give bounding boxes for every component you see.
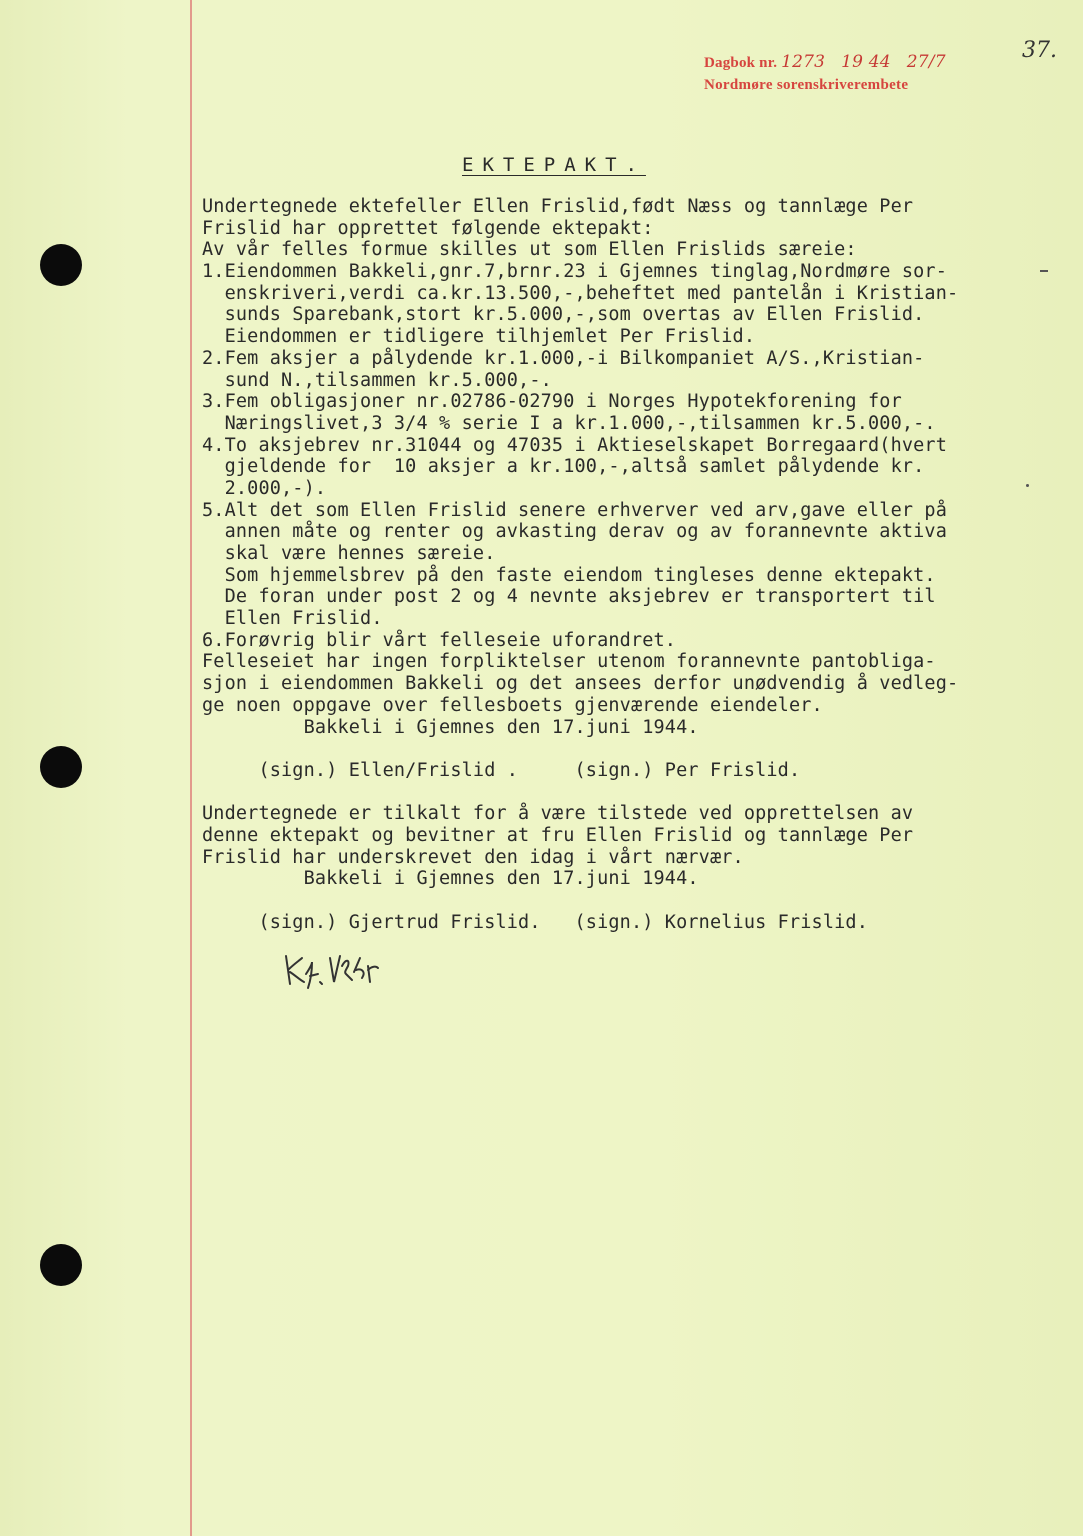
document-line: Felleseiet har ingen forpliktelser utenom forannevnte pantobliga- bbox=[202, 651, 936, 673]
document-line: gjeldende for 10 aksjer a kr.100,-,altså samlet pålydende kr. bbox=[202, 456, 925, 478]
document-line: (sign.) Gjertrud Frislid. (sign.) Kornelius Frislid. bbox=[202, 911, 868, 933]
document-line: Næringslivet,3 3/4 % serie I a kr.1.000,-,tilsammen kr.5.000,-. bbox=[202, 412, 936, 434]
stamp-year: 19 44 bbox=[841, 52, 891, 72]
document-line: Undertegnede ektefeller Ellen Frislid,født Næss og tannlæge Per bbox=[202, 196, 914, 217]
document-title: EKTEPAKT. bbox=[462, 154, 646, 176]
page-number: 37. bbox=[1022, 38, 1057, 63]
document-line: Undertegnede er tilkalt for å være tilstede ved opprettelsen av bbox=[202, 803, 914, 825]
document-line: Eiendommen er tidligere tilhjemlet Per Frislid. bbox=[202, 326, 756, 348]
document-line: Av vår felles formue skilles ut som Ellen Frislids særeie: bbox=[202, 239, 857, 261]
pencil-dash bbox=[1040, 270, 1048, 272]
handwritten-note-text: Kfr. Vklr bbox=[282, 988, 288, 989]
document-line: sunds Sparebank,stort kr.5.000,-,som overtas av Ellen Frislid. bbox=[202, 304, 925, 326]
document-line: 4.To aksjebrev nr.31044 og 47035 i Aktieselskapet Borregaard(hvert bbox=[202, 434, 948, 456]
pencil-mark bbox=[1026, 484, 1029, 487]
document-line: 1.Eiendommen Bakkeli,gnr.7,brnr.23 i Gjemnes tinglag,Nordmøre sor- bbox=[202, 261, 948, 283]
document-line bbox=[202, 738, 1062, 760]
punch-hole-middle bbox=[40, 746, 82, 788]
document-line bbox=[202, 890, 1062, 912]
document-line: skal være hennes særeie. bbox=[202, 543, 496, 564]
handwritten-note bbox=[282, 948, 392, 990]
stamp-prefix: Dagbok nr. bbox=[704, 55, 778, 71]
document-line: ge noen oppgave over fellesboets gjenværende eiendeler. bbox=[202, 694, 823, 716]
document-line: Bakkeli i Gjemnes den 17.juni 1944. bbox=[202, 868, 699, 890]
document-line: 2.000,-). bbox=[202, 477, 327, 499]
stamp-date: 27/7 bbox=[906, 52, 946, 72]
document-line: sund N.,tilsammen kr.5.000,-. bbox=[202, 369, 552, 391]
punch-hole-bottom bbox=[40, 1244, 82, 1286]
document-line: 2.Fem aksjer a pålydende kr.1.000,-i Bilkompaniet A/S.,Kristian- bbox=[202, 347, 925, 369]
punch-hole-top bbox=[40, 244, 82, 286]
stamp-entry-number: 1273 bbox=[781, 52, 826, 72]
document-line: Som hjemmelsbrev på den faste eiendom tingleses denne ektepakt. bbox=[202, 564, 936, 586]
stamp-office: Nordmøre sorenskriverembete bbox=[704, 77, 909, 93]
document-line: Bakkeli i Gjemnes den 17.juni 1944. bbox=[202, 716, 699, 738]
document-line: 6.Forøvrig blir vårt felleseie uforandret. bbox=[202, 629, 677, 651]
document-line: annen måte og renter og avkasting derav og av forannevnte aktiva bbox=[202, 521, 948, 543]
document-line: 5.Alt det som Ellen Frislid senere erhverver ved arv,gave eller på bbox=[202, 499, 948, 521]
document-line: Ellen Frislid. bbox=[202, 608, 383, 630]
document-line bbox=[202, 782, 1062, 804]
document-line: sjon i eiendommen Bakkeli og det ansees derfor unødvendig å vedleg- bbox=[202, 673, 959, 695]
document-line: 3.Fem obligasjoner nr.02786-02790 i Norges Hypotekforening for bbox=[202, 391, 902, 413]
document-line: Frislid har opprettet følgende ektepakt: bbox=[202, 217, 654, 239]
document-line: (sign.) Ellen/Frislid . (sign.) Per Frislid. bbox=[202, 759, 801, 781]
registry-stamp bbox=[704, 52, 974, 104]
document-line: Frislid har underskrevet den idag i vårt nærvær. bbox=[202, 846, 744, 868]
margin-rule bbox=[190, 0, 192, 1536]
document-line: De foran under post 2 og 4 nevnte aksjebrev er transportert til bbox=[202, 586, 936, 608]
document-line: enskriveri,verdi ca.kr.13.500,-,beheftet med pantelån i Kristian- bbox=[202, 282, 959, 304]
document-line: denne ektepakt og bevitner at fru Ellen Frislid og tannlæge Per bbox=[202, 824, 914, 846]
document-body bbox=[202, 196, 1062, 933]
